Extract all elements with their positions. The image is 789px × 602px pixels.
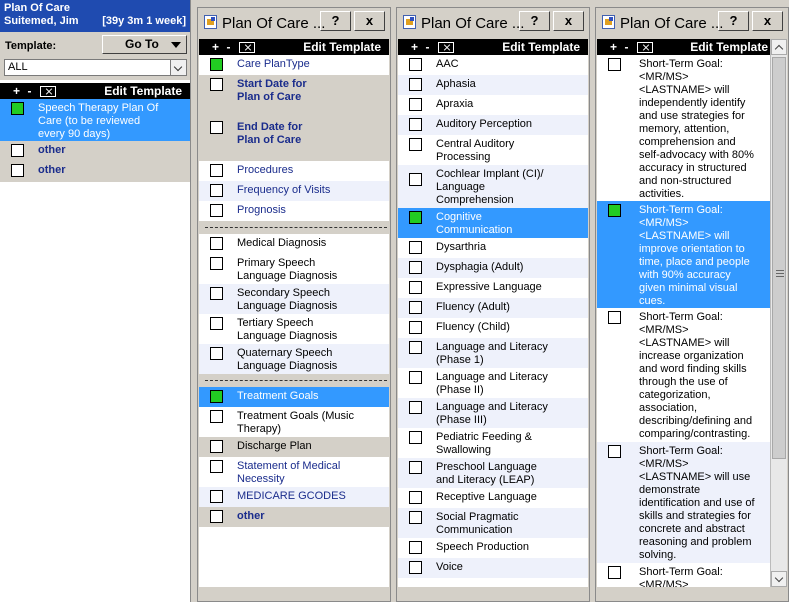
list-item[interactable]: Prognosis (199, 201, 389, 221)
panel-toolbar (597, 39, 770, 55)
grip-icon (776, 270, 784, 277)
panel-title: Plan Of Care ... (222, 15, 326, 32)
clear-icon[interactable] (637, 42, 653, 53)
checkbox[interactable] (409, 241, 422, 254)
checkbox[interactable] (210, 184, 223, 197)
help-button[interactable]: ? (718, 11, 749, 31)
goto-label: Go To (125, 37, 159, 51)
collapse-button[interactable]: - (27, 84, 32, 98)
list-item[interactable]: Social Pragmatic Communication (398, 508, 588, 538)
list-item[interactable]: Tertiary Speech Language Diagnosis (199, 314, 389, 344)
checkbox[interactable] (210, 257, 223, 270)
template-select-value: ALL (8, 61, 28, 73)
list-item[interactable]: Dysarthria (398, 238, 588, 258)
collapse-button[interactable]: - (226, 40, 231, 54)
list-item[interactable]: Start Date for Plan of Care (199, 75, 389, 118)
background-window-strip (192, 0, 789, 7)
checkbox[interactable] (409, 401, 422, 414)
clear-icon[interactable] (40, 86, 56, 97)
checkbox[interactable] (210, 204, 223, 217)
list-item[interactable]: Voice (398, 558, 588, 578)
checkbox[interactable] (409, 301, 422, 314)
edit-template-label[interactable]: Edit Template (303, 40, 381, 54)
template-select[interactable] (4, 59, 187, 76)
checkbox[interactable] (210, 410, 223, 423)
list-item[interactable]: Treatment Goals (199, 387, 389, 407)
expand-button[interactable]: + (12, 84, 20, 98)
checkbox[interactable] (210, 390, 223, 403)
app-icon (204, 15, 217, 29)
list-item[interactable]: Frequency of Visits (199, 181, 389, 201)
checkbox[interactable] (409, 138, 422, 151)
expand-button[interactable]: + (410, 40, 418, 54)
plan-of-care-panel-3 (396, 7, 590, 602)
checkbox[interactable] (409, 511, 422, 524)
app-icon (602, 15, 615, 29)
panel-titlebar (397, 8, 589, 38)
checkbox[interactable] (11, 102, 24, 115)
panel-list (398, 39, 588, 587)
checkbox[interactable] (409, 491, 422, 504)
checkbox[interactable] (409, 173, 422, 186)
list-item[interactable]: Cochlear Implant (CI)/ Language Comprehension (398, 165, 588, 208)
checkbox[interactable] (210, 460, 223, 473)
scroll-down-icon[interactable] (771, 571, 787, 587)
panel-footer (198, 587, 390, 601)
help-button[interactable]: ? (519, 11, 550, 31)
list-item[interactable]: Pediatric Feeding & Swallowing (398, 428, 588, 458)
checkbox[interactable] (409, 321, 422, 334)
collapse-button[interactable]: - (624, 40, 629, 54)
expand-button[interactable]: + (211, 40, 219, 54)
list-item[interactable]: Short-Term Goal: <MR/MS> <LASTNAME> will improve orientation to time, place and people with 90% accuracy given minimal visual cues. (597, 201, 770, 308)
panel-title: Plan Of Care ... (421, 15, 525, 32)
list-item[interactable]: End Date for Plan of Care (199, 118, 389, 161)
checkbox[interactable] (608, 445, 621, 458)
checkbox[interactable] (409, 281, 422, 294)
list-item[interactable]: Receptive Language (398, 488, 588, 508)
section-divider (199, 221, 389, 234)
checkbox[interactable] (409, 561, 422, 574)
chevron-down-icon[interactable] (170, 60, 186, 75)
list-item[interactable]: Procedures (199, 161, 389, 181)
list-item[interactable]: Short-Term Goal: <MR/MS> <LASTNAME> will use demonstrate identification and use of skills and strategies for concrete and abstract reasoning and problem solving. (597, 442, 770, 563)
clear-icon[interactable] (438, 42, 454, 53)
plan-of-care-sidebar (0, 0, 191, 602)
checkbox[interactable] (608, 311, 621, 324)
list-item[interactable]: AAC (398, 55, 588, 75)
panel-toolbar (398, 39, 588, 55)
checkbox[interactable] (409, 211, 422, 224)
panel-list (597, 39, 770, 587)
template-controls (0, 32, 190, 80)
section-divider (199, 374, 389, 387)
left-toolbar (0, 83, 190, 99)
panel-toolbar (199, 39, 389, 55)
edit-template-label[interactable]: Edit Template (502, 40, 580, 54)
checkbox[interactable] (11, 144, 24, 157)
checkbox[interactable] (210, 121, 223, 134)
list-item[interactable]: other (199, 507, 389, 527)
checkbox[interactable] (409, 371, 422, 384)
checkbox[interactable] (409, 431, 422, 444)
list-item[interactable]: Auditory Perception (398, 115, 588, 135)
panel-titlebar (596, 8, 788, 38)
panel-footer (397, 587, 589, 601)
checkbox[interactable] (210, 347, 223, 360)
list-item[interactable]: Cognitive Communication (398, 208, 588, 238)
checkbox[interactable] (409, 98, 422, 111)
panel-footer (596, 587, 788, 601)
checkbox[interactable] (210, 164, 223, 177)
list-item[interactable]: Care PlanType (199, 55, 389, 75)
plan-of-care-panel-4 (595, 7, 789, 602)
patient-name: Suitemed, Jim (4, 15, 79, 27)
list-item[interactable]: MEDICARE GCODES (199, 487, 389, 507)
panel-title: Plan Of Care ... (620, 15, 724, 32)
list-item[interactable]: Fluency (Child) (398, 318, 588, 338)
expand-button[interactable]: + (609, 40, 617, 54)
close-button[interactable]: x (752, 11, 783, 31)
checkbox[interactable] (210, 317, 223, 330)
list-item[interactable]: Language and Literacy (Phase II) (398, 368, 588, 398)
edit-template-label[interactable]: Edit Template (690, 40, 768, 54)
checkbox[interactable] (409, 118, 422, 131)
list-item[interactable]: Central Auditory Processing (398, 135, 588, 165)
edit-template-label[interactable]: Edit Template (104, 84, 182, 98)
list-item[interactable]: Apraxia (398, 95, 588, 115)
list-item[interactable]: Statement of Medical Necessity (199, 457, 389, 487)
checkbox[interactable] (409, 541, 422, 554)
scroll-thumb[interactable] (772, 57, 786, 459)
close-button[interactable]: x (354, 11, 385, 31)
checkbox[interactable] (409, 341, 422, 354)
goto-button[interactable] (102, 35, 187, 54)
checkbox[interactable] (409, 58, 422, 71)
header-title: Plan Of Care (4, 2, 71, 14)
list-item[interactable]: Short-Term Goal: <MR/MS> <LASTNAME> will increase organization and word finding skills through the use of categorization, association, describing/defining and comparing/contrasting. (597, 308, 770, 442)
checkbox[interactable] (608, 58, 621, 71)
patient-age: [39y 3m 1 week] (102, 15, 186, 27)
help-button[interactable]: ? (320, 11, 351, 31)
app-icon (403, 15, 416, 29)
patient-header (0, 0, 190, 32)
list-item[interactable]: Language and Literacy (Phase III) (398, 398, 588, 428)
list-item[interactable]: Expressive Language (398, 278, 588, 298)
list-item[interactable]: Secondary Speech Language Diagnosis (199, 284, 389, 314)
checkbox[interactable] (11, 164, 24, 177)
list-item[interactable]: Treatment Goals (Music Therapy) (199, 407, 389, 437)
checkbox[interactable] (210, 78, 223, 91)
scroll-up-icon[interactable] (771, 39, 787, 55)
checkbox[interactable] (210, 58, 223, 71)
plan-of-care-panel-2 (197, 7, 391, 602)
list-item[interactable]: Dysphagia (Adult) (398, 258, 588, 278)
clear-icon[interactable] (239, 42, 255, 53)
collapse-button[interactable]: - (425, 40, 430, 54)
panel-list (199, 39, 389, 587)
checkbox[interactable] (409, 261, 422, 274)
list-item[interactable]: Discharge Plan (199, 437, 389, 457)
list-item[interactable]: Medical Diagnosis (199, 234, 389, 254)
vertical-scrollbar[interactable] (770, 39, 787, 587)
template-label: Template: (5, 40, 57, 52)
list-item[interactable]: Quaternary Speech Language Diagnosis (199, 344, 389, 374)
checkbox[interactable] (608, 566, 621, 579)
list-item[interactable]: Short-Term Goal: <MR/MS> (597, 563, 770, 587)
checkbox[interactable] (210, 490, 223, 503)
panel-titlebar (198, 8, 390, 38)
list-item[interactable]: Fluency (Adult) (398, 298, 588, 318)
list-item[interactable]: Speech Therapy Plan Of Care (to be reviewed every 90 days) (0, 99, 190, 141)
checkbox[interactable] (210, 440, 223, 453)
list-item[interactable]: Primary Speech Language Diagnosis (199, 254, 389, 284)
checkbox[interactable] (210, 510, 223, 523)
checkbox[interactable] (409, 461, 422, 474)
checkbox[interactable] (608, 204, 621, 217)
list-item[interactable]: other (0, 141, 190, 161)
list-item[interactable]: other (0, 161, 190, 182)
checkbox[interactable] (409, 78, 422, 91)
list-item[interactable]: Speech Production (398, 538, 588, 558)
close-button[interactable]: x (553, 11, 584, 31)
dropdown-arrow-icon (171, 42, 181, 48)
list-item[interactable]: Language and Literacy (Phase 1) (398, 338, 588, 368)
list-item[interactable]: Short-Term Goal: <MR/MS> <LASTNAME> will independently identify and use strategies for memory, attention, comprehension and self-advocacy with 80% accuracy in structured and non-structured activities. (597, 55, 770, 201)
checkbox[interactable] (210, 287, 223, 300)
list-item[interactable]: Aphasia (398, 75, 588, 95)
checkbox[interactable] (210, 237, 223, 250)
list-item[interactable]: Preschool Language and Literacy (LEAP) (398, 458, 588, 488)
